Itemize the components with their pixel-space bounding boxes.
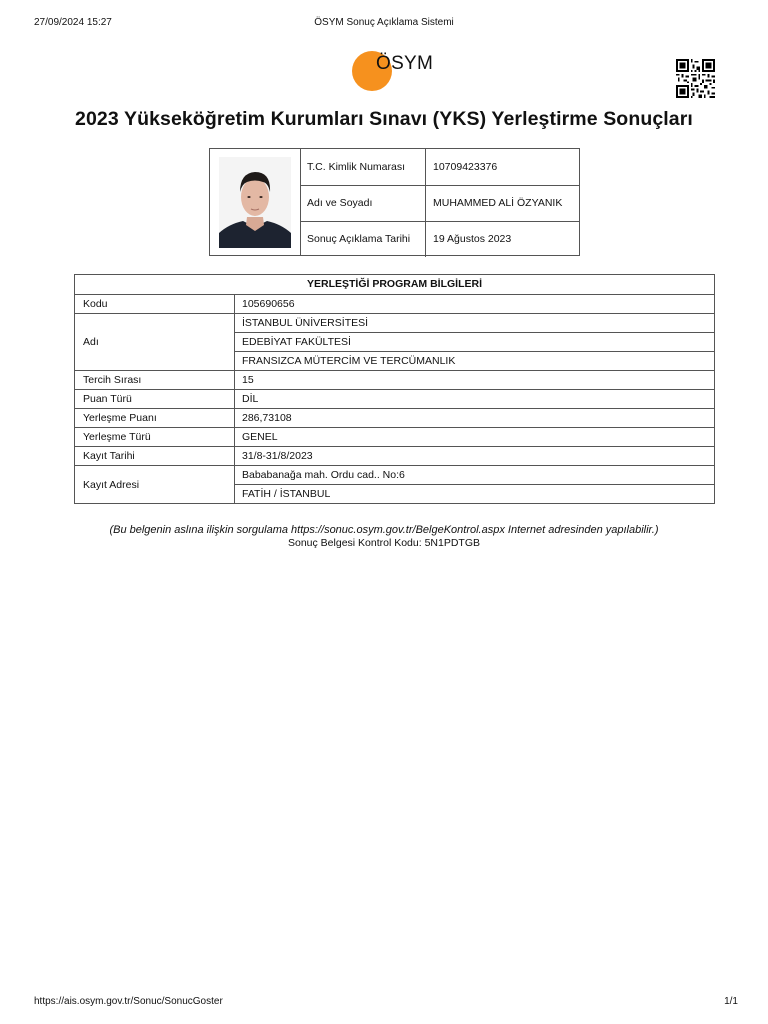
program-row-score-type [75,390,714,409]
candidate-photo [219,157,291,248]
preference-value: 15 [242,374,254,386]
print-header [34,17,734,31]
print-page-title: ÖSYM Sonuç Açıklama Sistemi [314,17,454,28]
print-datetime: 27/09/2024 15:27 [34,17,112,28]
address-line-2: FATİH / İSTANBUL [242,488,331,500]
registration-date-label: Kayıt Tarihi [83,450,135,462]
placement-type-value: GENEL [242,431,278,443]
program-name-label: Adı [83,336,99,348]
faculty-value: EDEBİYAT FAKÜLTESİ [235,333,714,352]
date-value: 19 Ağustos 2023 [433,233,512,245]
logo-text: ÖSYM [376,53,434,74]
print-url: https://ais.osym.gov.tr/Sonuc/SonucGoster [34,996,223,1007]
address-line-1: Bababanağa mah. Ordu cad.. No:6 [235,466,714,485]
osym-logo [350,49,440,93]
placement-type-label: Yerleşme Türü [83,431,151,443]
score-label: Yerleşme Puanı [83,412,157,424]
code-value: 105690656 [242,298,295,310]
photo-cell [210,149,301,255]
program-row-code [75,295,714,314]
date-label: Sonuç Açıklama Tarihi [307,233,411,245]
program-row-placement-type [75,428,714,447]
program-row-registration-date [75,447,714,466]
tc-value: 10709423376 [433,161,498,173]
program-heading: YERLEŞTİĞİ PROGRAM BİLGİLERİ [75,275,714,295]
name-value: MUHAMMED ALİ ÖZYANIK [433,197,563,209]
university-value: İSTANBUL ÜNİVERSİTESİ [235,314,714,333]
department-value: FRANSIZCA MÜTERCİM VE TERCÜMANLIK [242,355,456,367]
program-table [74,274,715,504]
score-type-label: Puan Türü [83,393,132,405]
identity-box [209,148,580,256]
preference-label: Tercih Sırası [83,374,142,386]
program-row-preference [75,371,714,390]
document-title: 2023 Yükseköğretim Kurumları Sınavı (YKS) Yerleştirme Sonuçları [75,108,693,130]
control-code: Sonuç Belgesi Kontrol Kodu: 5N1PDTGB [287,537,481,549]
id-row-tc [300,149,579,186]
program-row-score [75,409,714,428]
registration-date-value: 31/8-31/8/2023 [242,450,313,462]
id-row-name [300,185,579,222]
id-row-date [300,221,579,257]
name-label: Adı ve Soyadı [307,197,373,209]
score-value: 286,73108 [242,412,292,424]
program-row-name [75,314,714,371]
print-footer [34,996,738,1010]
tc-label: T.C. Kimlik Numarası [307,161,406,173]
program-row-registration-address [75,466,714,503]
verification-note: (Bu belgenin aslına ilişkin sorgulama https://sonuc.osym.gov.tr/BelgeKontrol.aspx Internet adresinden yapılabilir.) [109,524,659,536]
code-label: Kodu [83,298,108,310]
score-type-value: DİL [242,393,259,405]
registration-address-label: Kayıt Adresi [83,478,140,491]
print-page-number: 1/1 [724,996,738,1007]
qr-code-icon [676,59,715,98]
